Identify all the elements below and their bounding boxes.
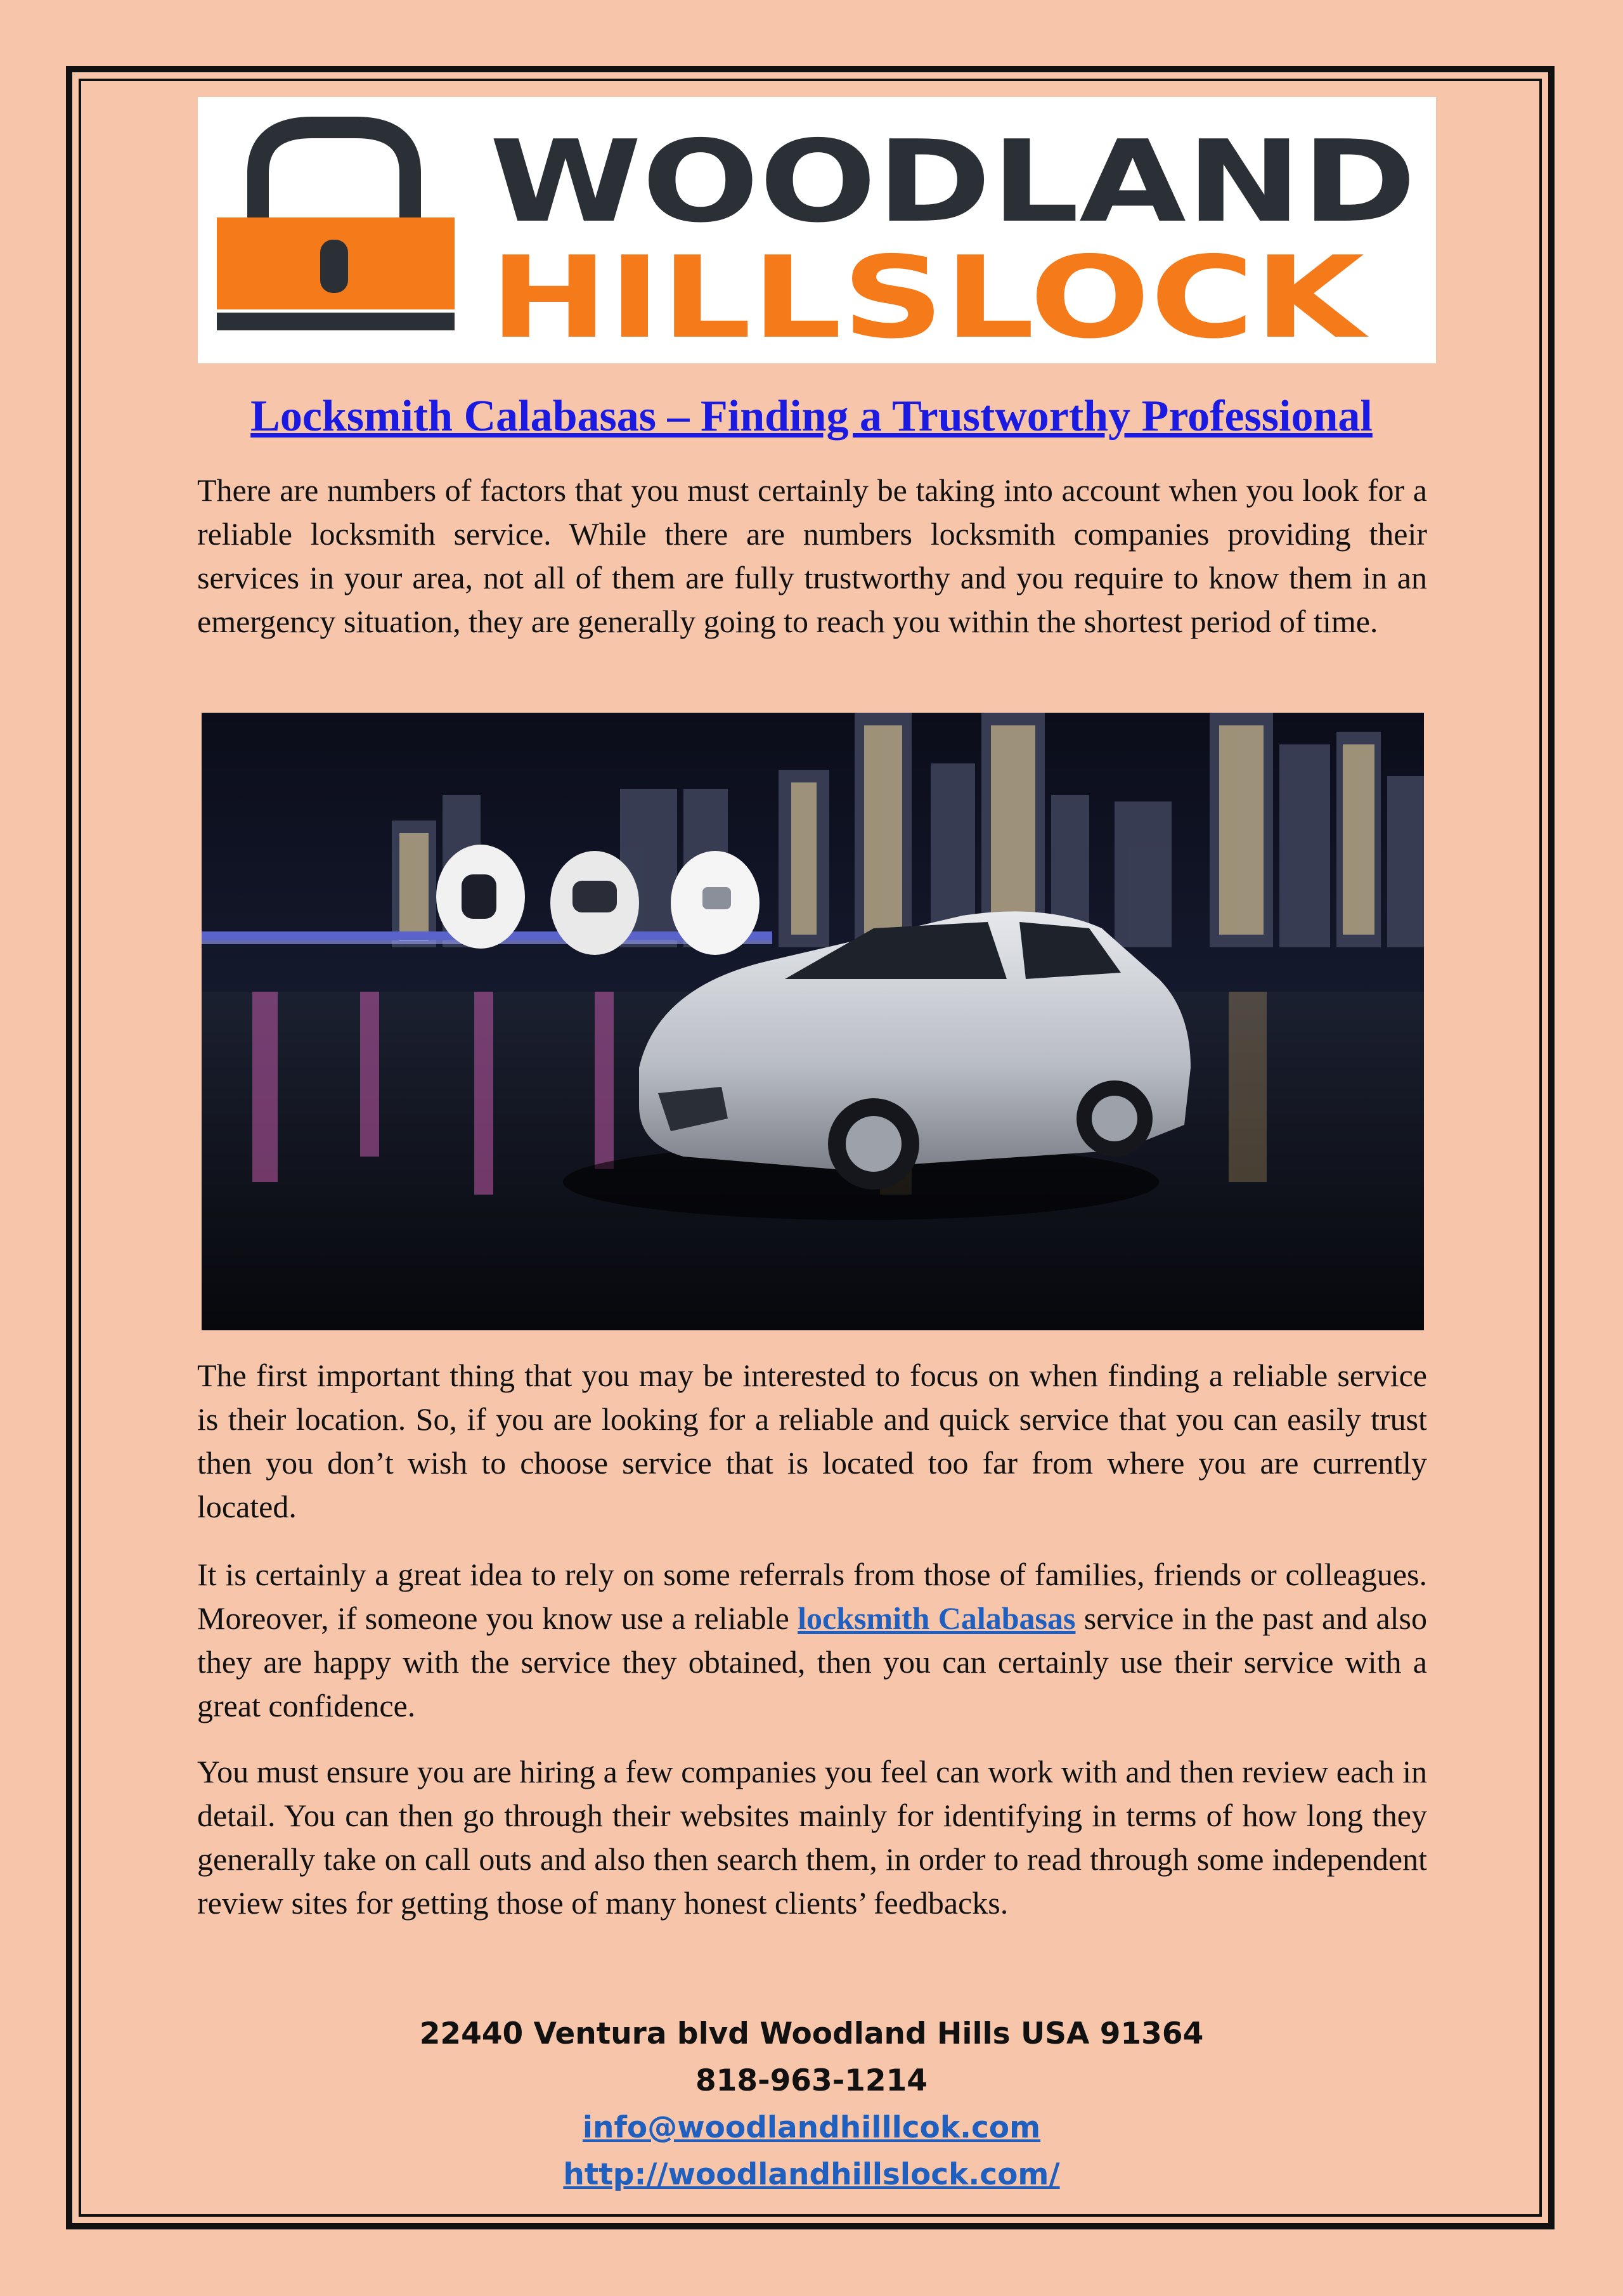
contact-email-link[interactable]: info@woodlandhilllcok.com [582, 2110, 1041, 2145]
woodland-hillslock-logo [198, 97, 1436, 363]
padlock-logo-icon [198, 97, 1436, 363]
paragraph-4: You must ensure you are hiring a few companies you feel can work with and then review each in detail. You can then go through their websites mainly for identifying in terms of how long they generally take on call outs and also then search them, in order to read through some independent review sites for getting those of many honest clients’ feedbacks. [197, 1754, 1427, 1921]
paragraph-1: There are numbers of factors that you must certainly be taking into account when you look for a reliable locksmith service. While there are numbers locksmith companies providing their services in your area, not all of them are fully trustworthy and you require to know them in an emergency situation, they are generally going to reach you within the shortest period of time. [197, 472, 1427, 639]
contact-phone: 818-963-1214 [695, 2063, 928, 2098]
hero-car-city-night-image [202, 713, 1424, 1330]
contact-address: 22440 Ventura blvd Woodland Hills USA 91364 [419, 2016, 1204, 2051]
logo-line-woodland: WOODLAND [489, 116, 1416, 247]
logo-line-hillslock: HILLSLOCK [489, 232, 1369, 363]
paragraph-3-before-link: It is certainly a great idea to rely on some referrals from those of families, friends or colleagues. Moreover, if someone you know use a reliable [197, 1557, 1427, 1636]
paragraph-3-after-link: service in the past and also they are happy with the service they obtained, then you can certainly use their service with a great confidence. [197, 1600, 1428, 1723]
paragraph-2: The first important thing that you may be interested to focus on when finding a reliable service is their location. So, if you are looking for a reliable and quick service that you can easily trust then you don’t wish to choose service that is located too far from where you are currently located. [197, 1358, 1427, 1524]
article-title[interactable]: Locksmith Calabasas – Finding a Trustworthy Professional [250, 392, 1373, 441]
locksmith-calabasas-link[interactable]: locksmith Calabasas [798, 1600, 1076, 1636]
paragraph-3 [197, 1553, 1427, 1728]
contact-website-link[interactable]: http://woodlandhillslock.com/ [563, 2157, 1060, 2192]
